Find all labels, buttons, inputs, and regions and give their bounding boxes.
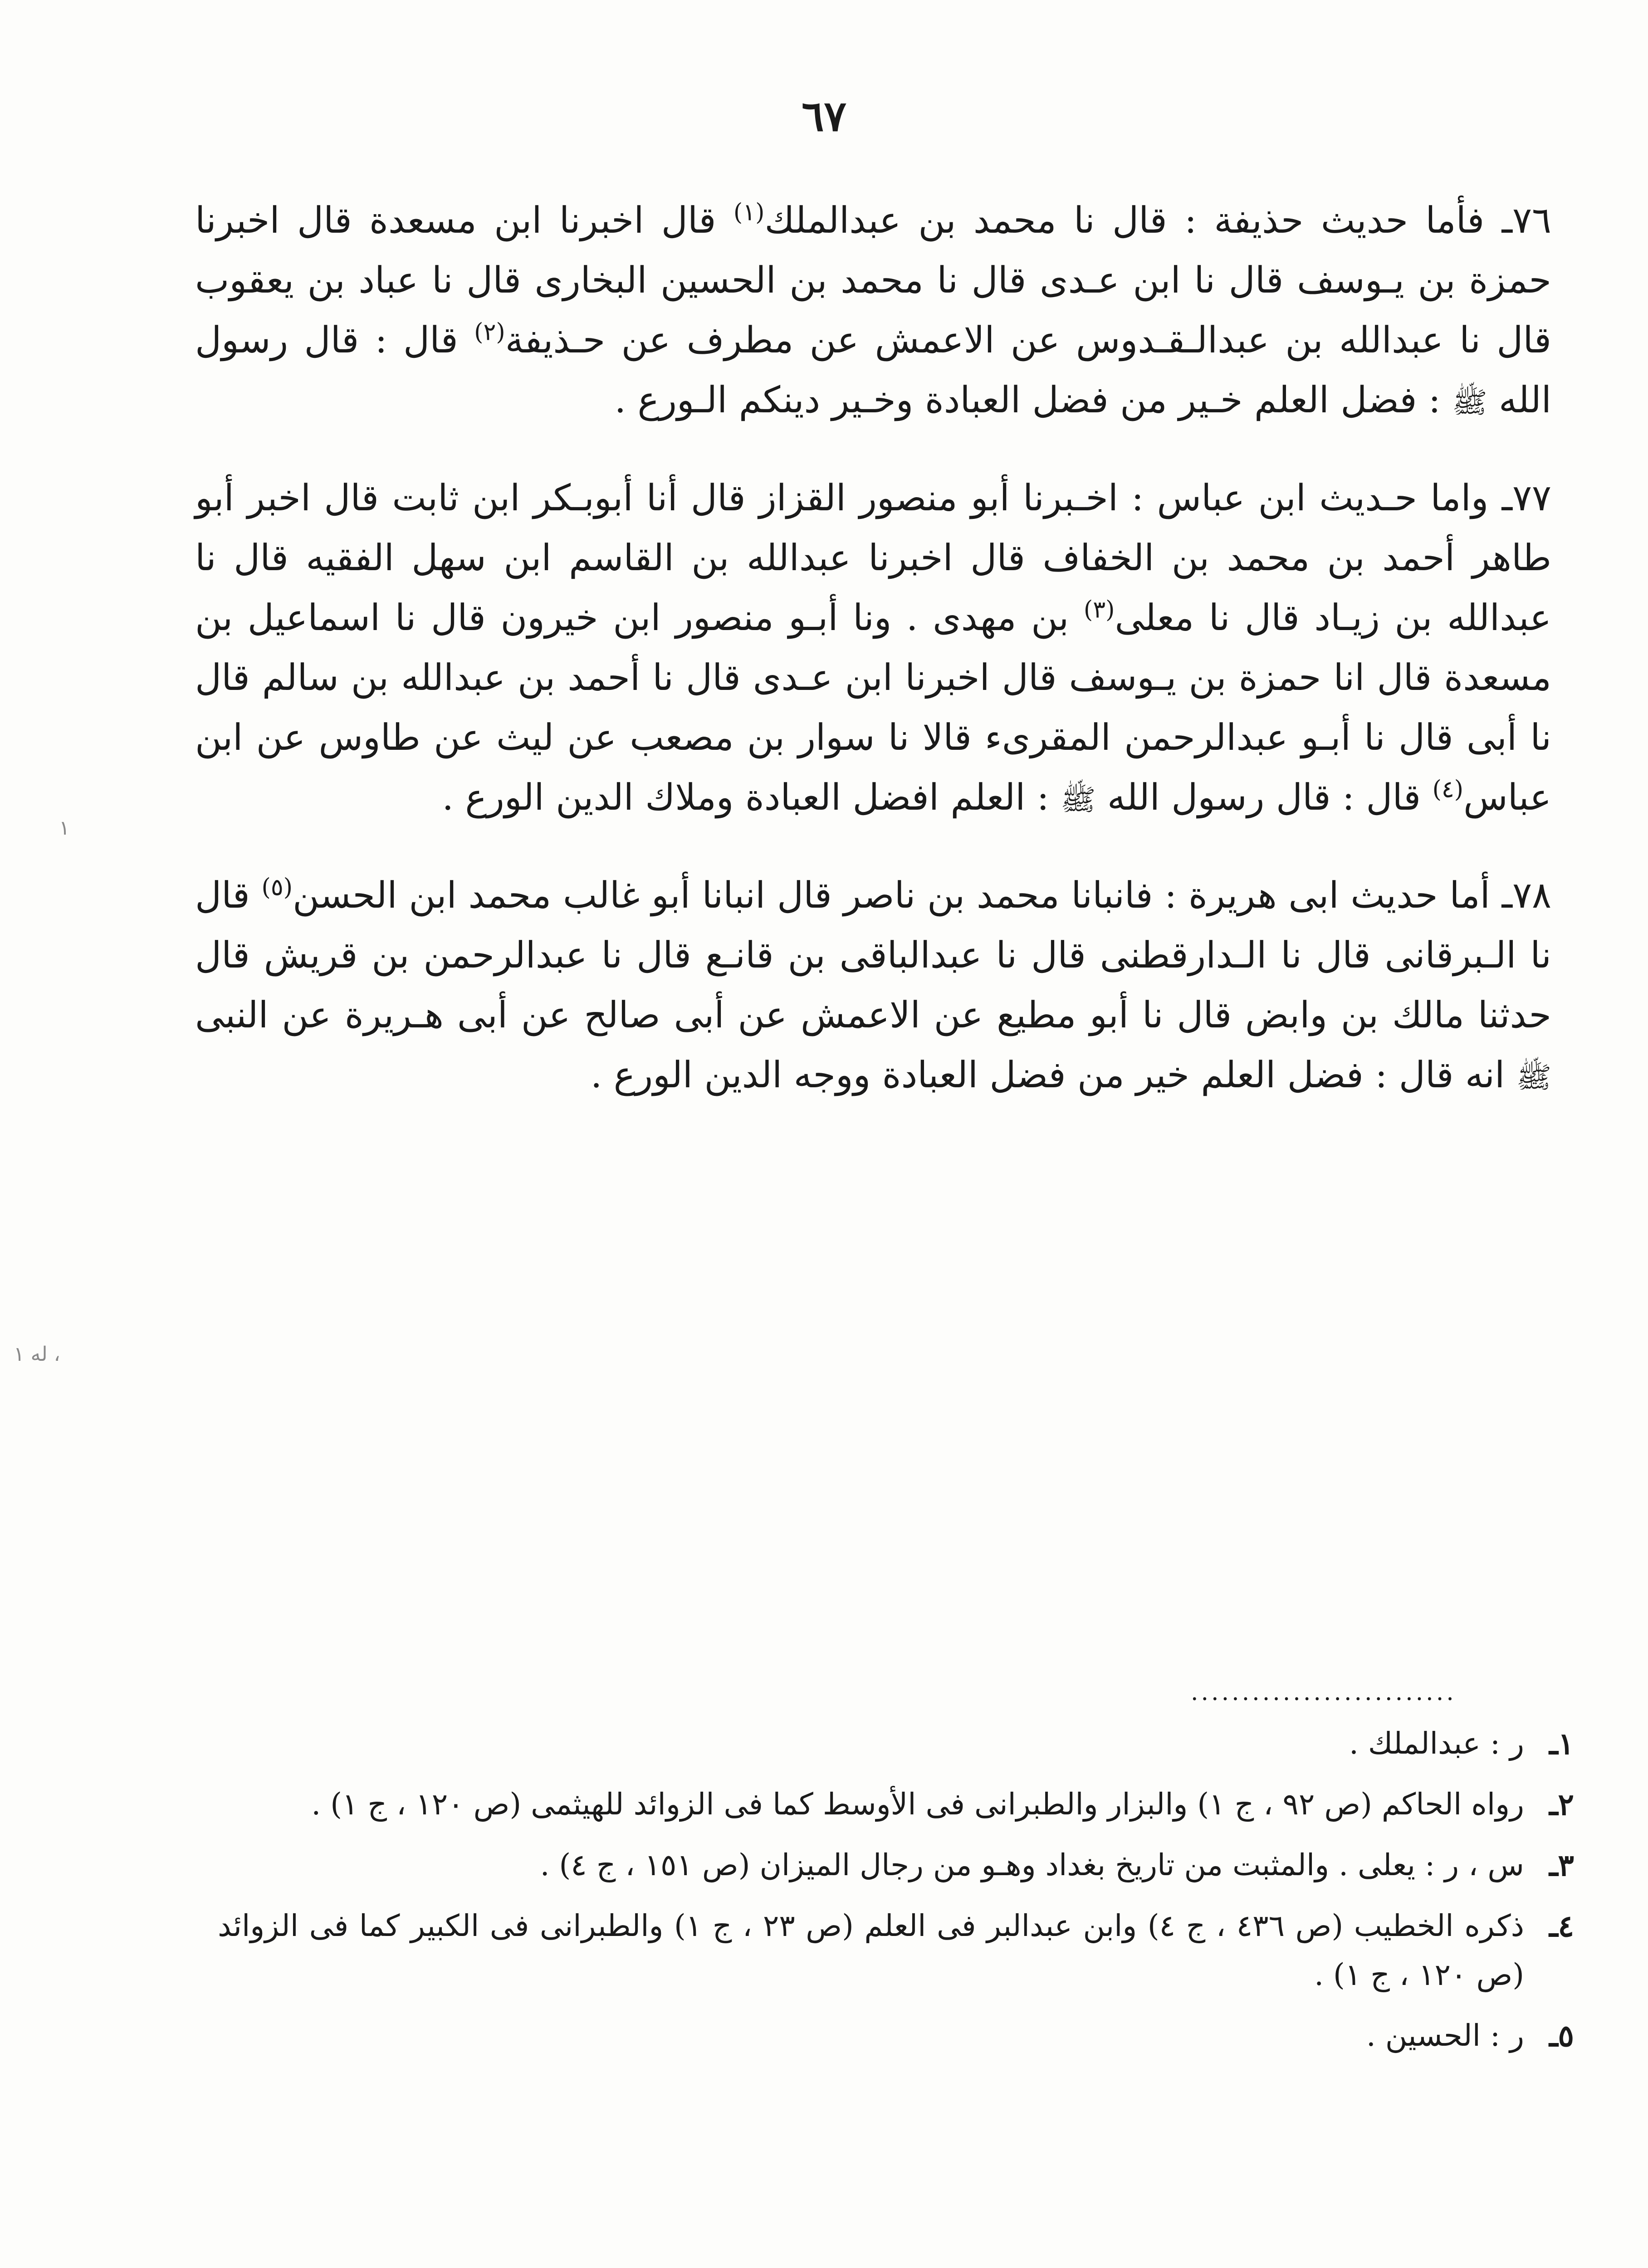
footnote-separator: .......................... — [1191, 1681, 1457, 1704]
page-number: ٦٧ — [802, 92, 846, 141]
footnote-text: ذكره الخطيب (ص ٤٣٦ ، ج ٤) وابن عبدالبر فى العلم (ص ٢٣ ، ج ١) والطبرانى فى الكبير كما فى الزوائد (ص ١٢٠ ، ج ١) . — [218, 1908, 1525, 1992]
margin-mark: ١ — [59, 816, 70, 840]
paragraph-77 — [195, 468, 1551, 830]
paragraph-text: قال : قال رسول الله — [1095, 776, 1433, 818]
footnotes — [218, 1719, 1574, 2072]
footnote-ref[interactable]: (٢) — [474, 318, 505, 346]
footnote-item — [218, 1901, 1574, 1999]
paragraph-text: انه قال : فضل العلم خير من فضل العبادة ووجه الدين الورع . — [590, 1054, 1516, 1096]
footnote-text: س ، ر : يعلى . والمثبت من تاريخ بغداد وهـو من رجال الميزان (ص ١٥١ ، ج ٤) . — [540, 1848, 1524, 1882]
paragraph-text: ٧٦ـ فأما حديث حذيفة : قال نا محمد بن عبدالملك — [764, 199, 1552, 241]
footnote-item — [218, 1719, 1574, 1768]
footnote-text: ر : عبدالملك . — [1349, 1726, 1524, 1761]
paragraph-76 — [195, 191, 1551, 433]
footnote-number: ٢ـ — [1549, 1787, 1574, 1822]
paragraph-text: ٧٨ـ أما حديث ابى هريرة : فانبانا محمد بن ناصر قال انبانا أبو غالب محمد ابن الحسن — [293, 874, 1552, 916]
footnote-item — [218, 2011, 1574, 2060]
paragraph-text: قال نا الـبرقانى قال نا الـدارقطنى قال نا عبدالباقى بن قانـع قال نا عبدالرحمن بن قريش قال حدثنا مالك بن وابض قال نا أبو مطيع عن الاعمش عن أبى صالح عن أبى هـريرة عن النبى — [195, 874, 1551, 1036]
footnote-number: ٥ـ — [1549, 2018, 1574, 2053]
footnote-ref[interactable]: (٥) — [261, 874, 293, 901]
footnote-text: رواه الحاكم (ص ٩٢ ، ج ١) والبزار والطبرانى فى الأوسط كما فى الزوائد للهيثمى (ص ١٢٠ ، ج ١) . — [311, 1787, 1524, 1822]
paragraph-text: بن مهدى . ونا أبـو منصور ابن خيرون قال نا اسماعيل بن مسعدة قال انا حمزة بن يـوسف قال اخبرنا ابن عـدى قال نا أحمد بن عبدالله بن سالم قال نا أبى قال نا أبـو عبدالرحمن المقرىء قالا نا سوار بن مصعب عن ليث عن طاوس عن ابن عباس — [195, 596, 1551, 818]
paragraph-text: : العلم افضل العبادة وملاك الدين الورع . — [442, 776, 1061, 818]
footnote-ref[interactable]: (١) — [733, 199, 765, 226]
footnote-text: ر : الحسين . — [1366, 2018, 1524, 2053]
salla-glyph: ﷺ — [1061, 783, 1096, 817]
paragraph-text: قال اخبرنا ابن مسعدة قال اخبرنا حمزة بن يـوسف قال نا ابن عـدى قال نا محمد بن الحسين البخارى قال نا عباد بن يعقوب قال نا عبدالله بن عبدالـقـدوس عن الاعمش عن مطرف عن حـذيفة — [195, 199, 1552, 361]
footnote-item — [218, 1780, 1574, 1829]
paragraph-text: قال : قال رسول الله — [195, 319, 1551, 421]
footnote-number: ٣ـ — [1549, 1848, 1574, 1883]
footnote-ref[interactable]: (٤) — [1432, 776, 1464, 803]
paragraph-text: ٧٧ـ واما حـديث ابن عباس : اخـبرنا أبو منصور القزاز قال أنا أبوبـكر ابن ثابت قال اخبر أبو طاهر أحمد بن محمد بن الخفاف قال اخبرنا عبدالله بن القاسم ابن سهل الفقيه قال نا عبدالله بن زيـاد قال نا معلى — [195, 477, 1552, 639]
margin-mark: ، له ١ — [14, 1343, 60, 1366]
paragraph-text: : فضل العلم خـير من فضل العبادة وخـير دينكم الـورع . — [614, 379, 1452, 421]
footnote-item — [218, 1841, 1574, 1890]
main-text — [195, 191, 1551, 1143]
salla-glyph: ﷺ — [1516, 1061, 1551, 1095]
footnote-number: ٤ـ — [1549, 1908, 1574, 1944]
footnote-number: ١ـ — [1549, 1726, 1574, 1761]
footnote-ref[interactable]: (٣) — [1083, 596, 1115, 624]
paragraph-78 — [195, 865, 1551, 1108]
salla-glyph: ﷺ — [1452, 386, 1487, 420]
